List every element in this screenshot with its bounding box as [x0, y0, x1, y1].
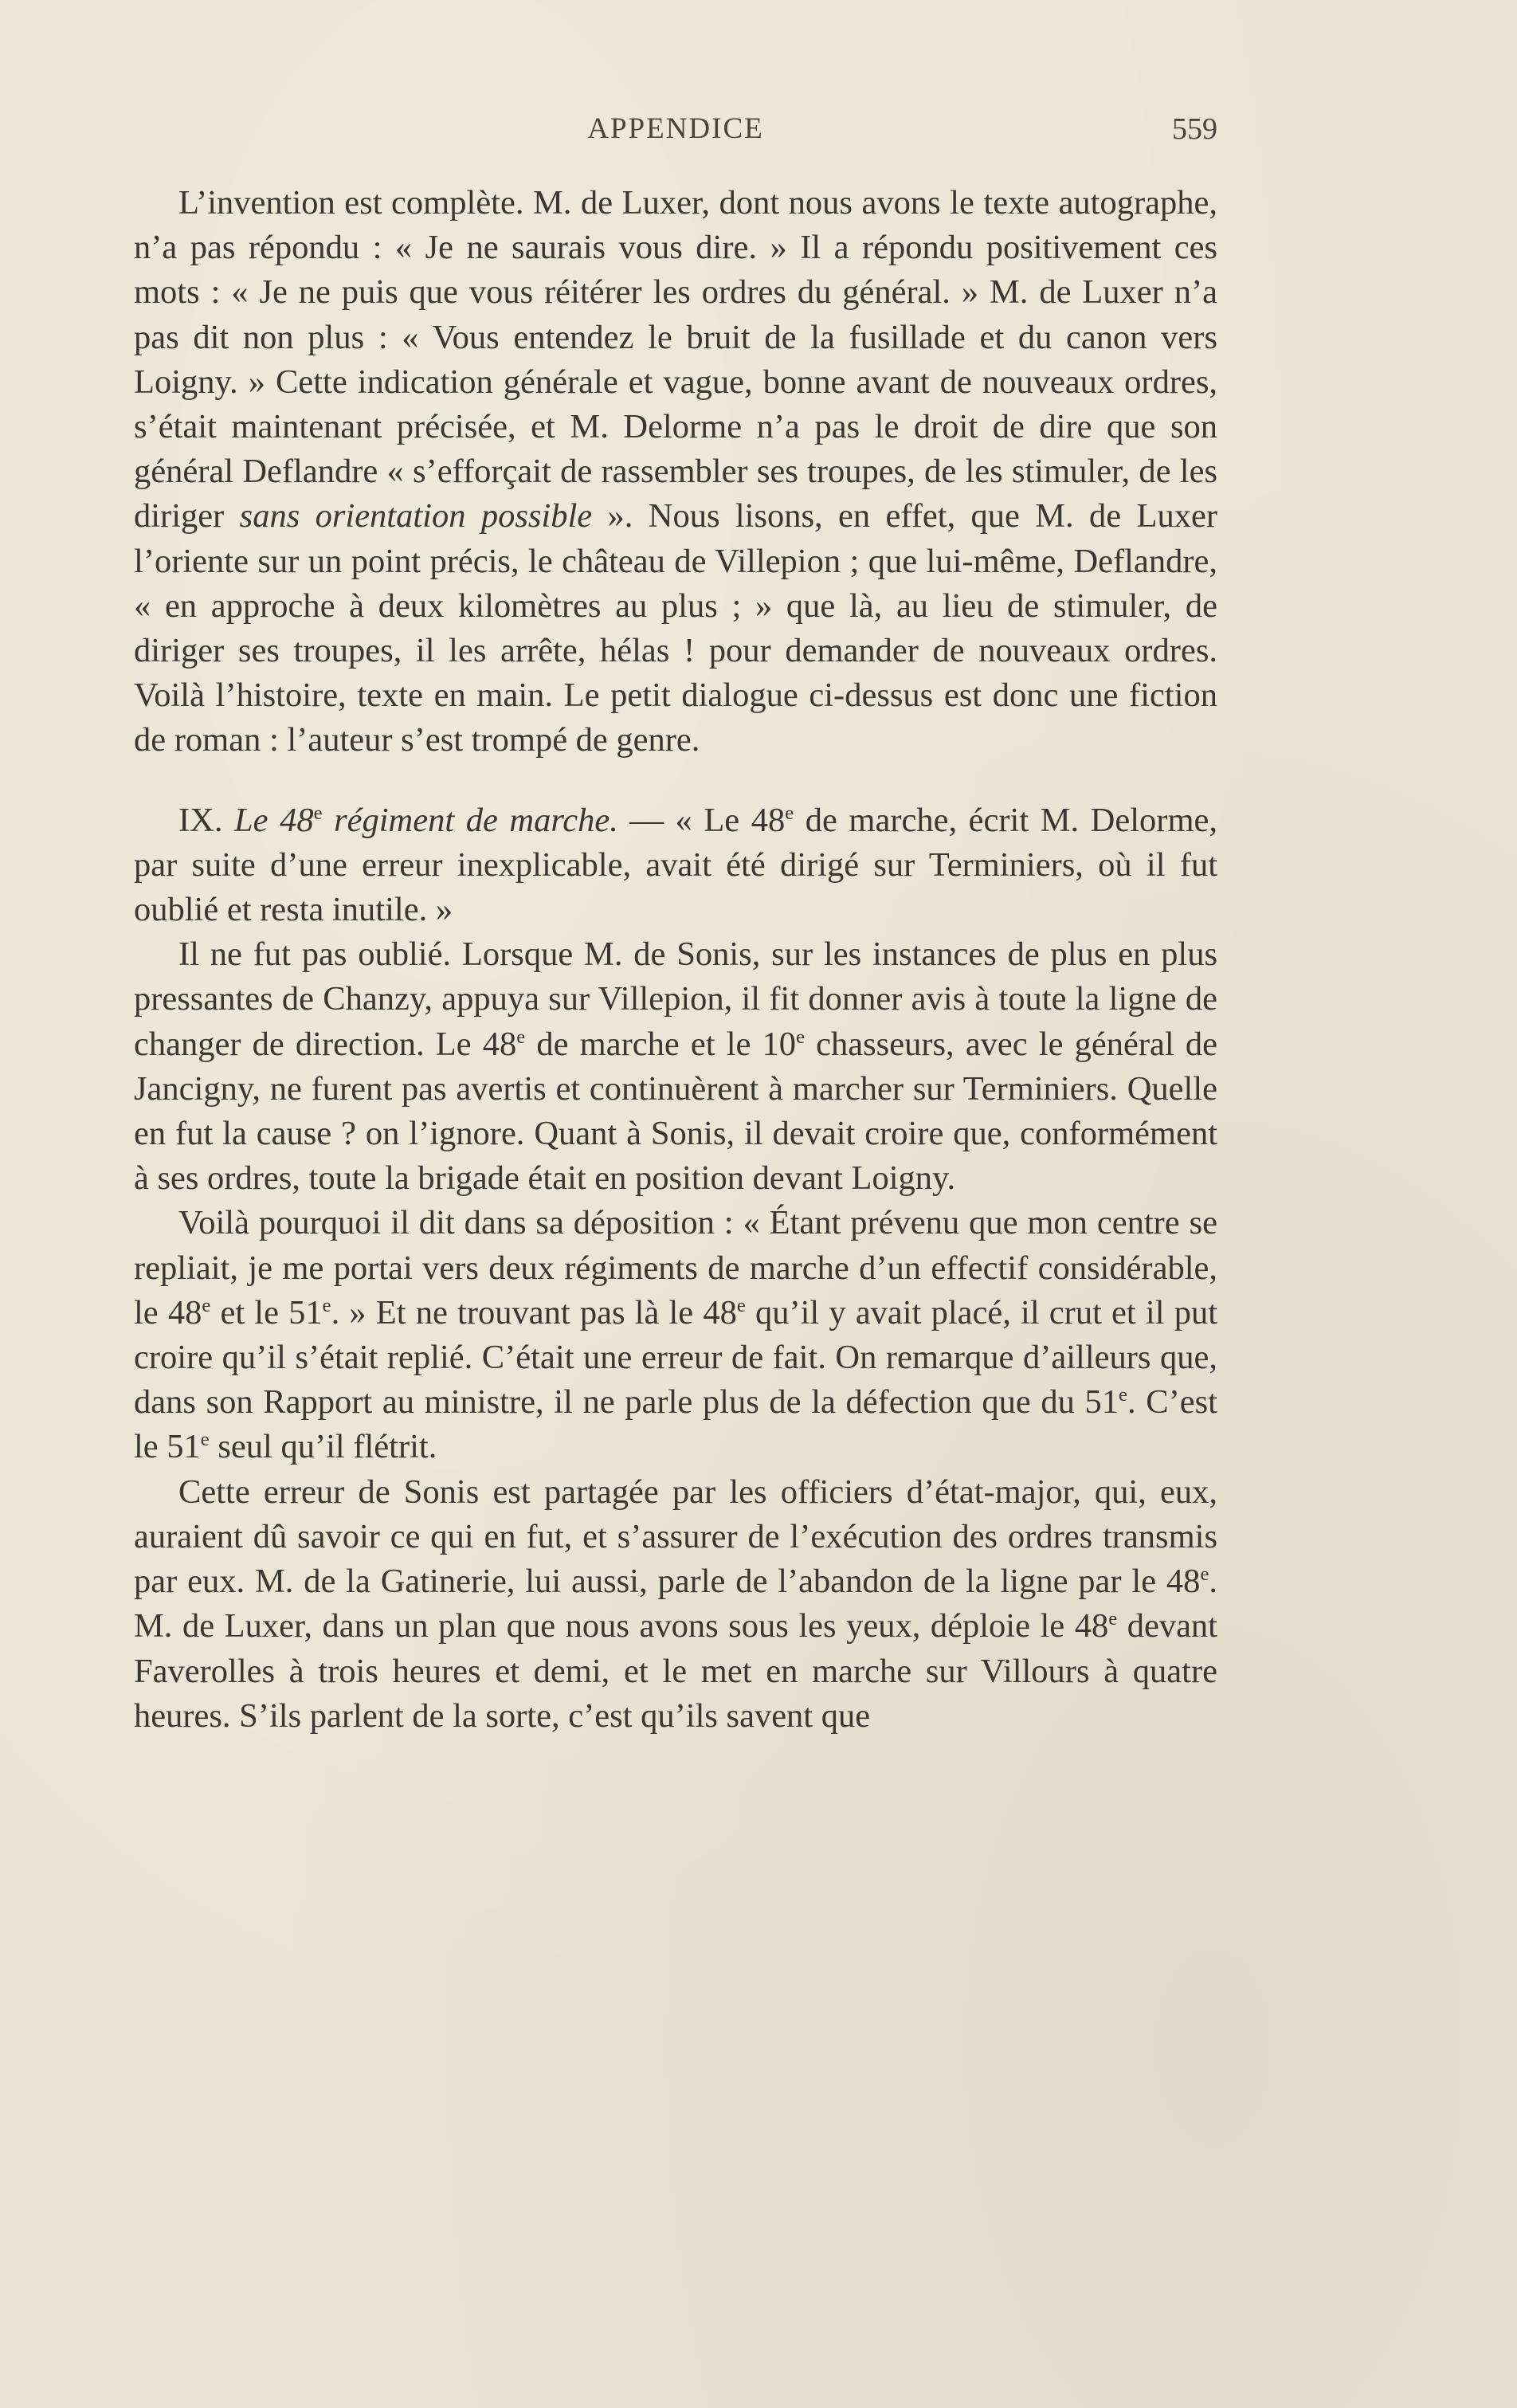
ordinal-superscript: e: [796, 1026, 805, 1048]
body-paragraph: [134, 932, 1217, 1201]
body-text: [134, 181, 1217, 1739]
ordinal-superscript: e: [202, 1294, 211, 1316]
italic-text: sans orientation possible: [239, 497, 593, 535]
text-run: Voilà pourquoi il dit dans sa déposition : « Étant prévenu que mon centre se repliait, je me portai vers deux régiments de marche d’un effectif considérable, le 48: [134, 1204, 1217, 1331]
text-run: chasseurs, avec le général de Jancigny, ne furent pas avertis et continuèrent à marcher sur Terminiers. Quelle en fut la cause ? on l’ignore. Quant à Sonis, il devait croire que, conformément à ses ordres, toute la brigade était en position devant Loigny.: [134, 1025, 1217, 1198]
section-heading-paragraph: [134, 798, 1217, 933]
text-run: de marche, écrit M. Delorme, par suite d’une erreur inexplicable, avait été dirigé sur Terminiers, où il fut oublié et resta inutile. »: [134, 801, 1217, 929]
ordinal-superscript: e: [1200, 1563, 1209, 1585]
text-run: de marche et le 10: [525, 1025, 797, 1063]
text-run: qu’il y avait placé, il crut et il put croire qu’il s’était replié. C’était une erreur de fait. On remarque d’ailleurs que, dans son Rapport au ministre, il ne parle plus de la défection que du 51: [134, 1293, 1217, 1422]
running-head: APPENDICE: [587, 112, 764, 145]
ordinal-superscript: e: [516, 1026, 526, 1048]
text-run: . M. de Luxer, dans un plan que nous avons sous les yeux, déploie le 48: [134, 1563, 1217, 1645]
text-run: — « Le 48: [617, 801, 786, 839]
text-run: IX.: [178, 801, 235, 839]
text-run: . C’est le 51: [134, 1383, 1217, 1466]
text-run: . » Et ne trouvant pas là le 48: [331, 1293, 737, 1331]
ordinal-superscript: e: [200, 1429, 210, 1451]
text-run: devant Faverolles à trois heures et demi, et le met en marche sur Villours à quatre heures. S’ils parlent de la sorte, c’est qu’ils savent que: [134, 1607, 1217, 1735]
ordinal-superscript: e: [322, 1294, 331, 1316]
ordinal-superscript: e: [736, 1294, 746, 1316]
text-run: seul qu’il flétrit.: [209, 1428, 437, 1466]
page-header: [134, 112, 1217, 159]
ordinal-superscript: e: [1119, 1384, 1127, 1406]
body-paragraph: [134, 1201, 1217, 1469]
body-paragraph: [134, 1470, 1217, 1739]
italic-text: Le 48: [234, 801, 314, 839]
text-run: Il ne fut pas oublié. Lorsque M. de Sonis, sur les instances de plus en plus pressantes de Chanzy, appuya sur Villepion, il fit donner avis à toute la ligne de changer de direction. Le 48: [134, 935, 1217, 1063]
ordinal-superscript: e: [1108, 1608, 1118, 1630]
body-paragraph: [134, 181, 1217, 763]
ordinal-superscript: e: [785, 802, 794, 824]
text-run: L’invention est complète. M. de Luxer, dont nous avons le texte autographe, n’a pas répondu : « Je ne saurais vous dire. » Il a répondu positivement ces mots : « Je ne puis que vous réitérer les ordres du général. » M. de Luxer n’a pas dit non plus : « Vous entendez le bruit de la fusillade et du canon vers Loigny. » Cette indication générale et vague, bonne avant de nouveaux ordres, s’était maintenant précisée, et M. Delorme n’a pas le droit de dire que son général Deflandre « s’efforçait de rassembler ses troupes, de les stimuler, de les diriger: [134, 184, 1217, 535]
page-number: 559: [1172, 112, 1217, 146]
italic-text: régiment de marche.: [322, 801, 618, 839]
ordinal-superscript: e: [313, 802, 323, 824]
text-run: et le 51: [210, 1293, 323, 1331]
text-run: ». Nous lisons, en effet, que M. de Luxer l’oriente sur un point précis, le château de Villepion ; que lui-même, Deflandre, « en approche à deux kilomètres au plus ; » que là, au lieu de stimuler, de diriger ses troupes, il les arrête, hélas ! pour demander de nouveaux ordres. Voilà l’histoire, texte en main. Le petit dialogue ci-dessus est donc une fiction de roman : l’auteur s’est trompé de genre.: [134, 497, 1217, 759]
text-run: Cette erreur de Sonis est partagée par les officiers d’état-major, qui, eux, auraient dû savoir ce qui en fut, et s’assurer de l’exécution des ordres transmis par eux. M. de la Gatinerie, lui aussi, parle de l’abandon de la ligne par le 48: [134, 1473, 1217, 1601]
